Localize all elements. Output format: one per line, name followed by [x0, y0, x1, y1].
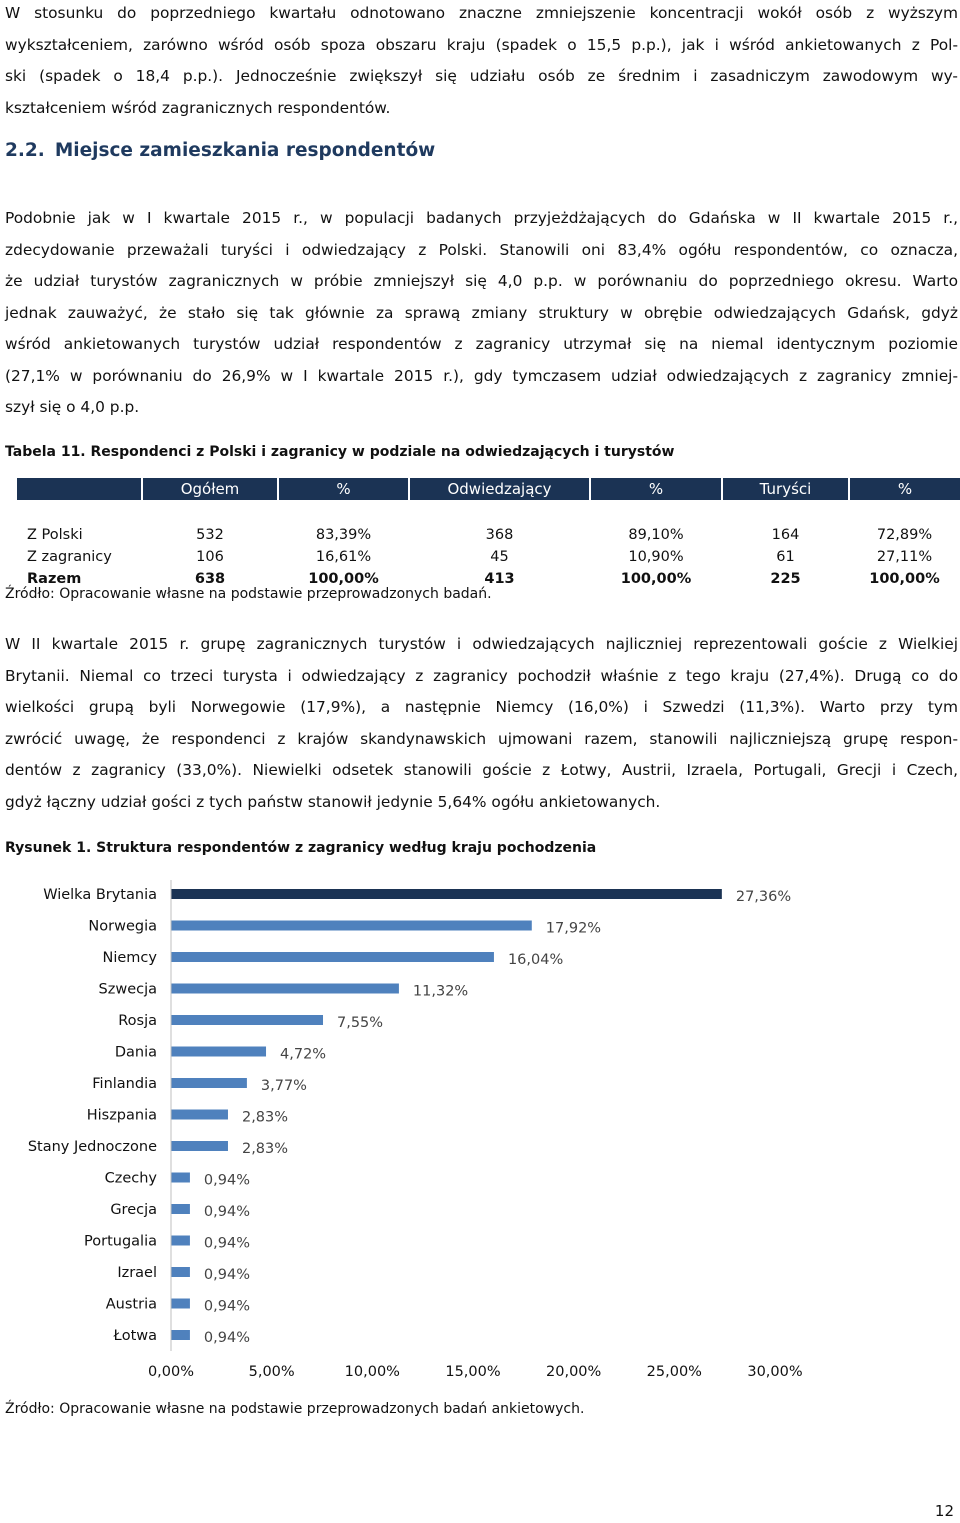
- data-label: 11,32%: [412, 983, 469, 1000]
- category-label: Portugalia: [84, 1233, 157, 1250]
- table-cell: Z zagranicy: [27, 549, 112, 565]
- data-label: 0,94%: [203, 1235, 251, 1252]
- table-cell: Razem: [27, 571, 82, 587]
- bar: [171, 1047, 266, 1057]
- table-cell: 532: [196, 527, 224, 543]
- figure-caption: Rysunek 1. Struktura respondentów z zagranicy według kraju pochodzenia: [5, 840, 597, 856]
- data-label: 4,72%: [280, 1046, 327, 1063]
- table-header-cell: %: [849, 478, 960, 500]
- category-label: Norwegia: [88, 918, 157, 935]
- para2-line: (27,1% w porównaniu do 26,9% w I kwartale 2015 r.), gdy tymczasem udział odwiedzających z zagranicy zmniej-: [5, 366, 958, 385]
- category-label: Szwecja: [98, 981, 157, 998]
- bar: [171, 1330, 190, 1340]
- bar: [171, 921, 532, 931]
- bar: [171, 1141, 228, 1151]
- category-label: Finlandia: [92, 1076, 157, 1092]
- x-tick-label: 5,00%: [248, 1364, 295, 1380]
- bar: [171, 1015, 323, 1025]
- table-header-cell: Odwiedzający: [409, 478, 590, 500]
- bar: [171, 952, 494, 962]
- table-cell: 225: [770, 571, 801, 587]
- bar: [171, 1267, 190, 1277]
- data-label: 0,94%: [203, 1330, 251, 1346]
- x-tick-label: 30,00%: [747, 1364, 803, 1380]
- figure-source: Źródło: Opracowanie własne na podstawie przeprowadzonych badań ankietowych.: [5, 1401, 585, 1417]
- respondents-table: [17, 478, 960, 590]
- bar: [171, 1204, 190, 1214]
- table-cell: 72,89%: [876, 527, 933, 543]
- data-label: 3,77%: [260, 1078, 307, 1094]
- table-cell: 638: [194, 571, 226, 587]
- table-header-cell: Ogółem: [142, 478, 278, 500]
- country-bar-chart: [0, 870, 960, 1390]
- para3-line: zwrócić uwagę, że respondenci z krajów skandynawskich ujmowani razem, stanowili najliczniejszą grupę respon-: [5, 729, 958, 748]
- bar: [171, 1078, 247, 1088]
- intro-line: wykształceniem, zarówno wśród osób spoza obszaru kraju (spadek o 15,5 p.p.), jak i wśród ankietowanych z Pol-: [5, 35, 958, 54]
- x-tick-label: 15,00%: [445, 1364, 501, 1380]
- para2-line: że udział turystów zagranicznych w próbie zmniejszył się 4,0 p.p. w porównaniu do poprzedniego okresu. Warto: [5, 272, 958, 290]
- section-heading: [5, 140, 435, 161]
- table-row: [17, 546, 960, 568]
- bar: [171, 1110, 228, 1120]
- table-header-cell: %: [278, 478, 409, 500]
- section-title: Miejsce zamieszkania respondentów: [54, 140, 436, 161]
- para3-line: Brytanii. Niemal co trzeci turysta i odwiedzający z zagranicy pochodził właśnie z tego kraju (27,4%). Drugą co do: [5, 666, 958, 685]
- bar: [171, 889, 722, 899]
- table-cell: 100,00%: [308, 571, 379, 587]
- bar: [171, 1236, 190, 1246]
- category-label: Czechy: [104, 1170, 157, 1187]
- para2-line: wśród ankietowanych turystów udział respondentów z zagranicy utrzymał się na niemal identycznym poziomie: [5, 335, 958, 353]
- data-label: 0,94%: [203, 1267, 251, 1283]
- data-label: 17,92%: [545, 920, 602, 937]
- x-tick-label: 20,00%: [546, 1364, 602, 1380]
- data-label: 16,04%: [507, 952, 564, 968]
- table-cell: 61: [776, 549, 795, 565]
- table-cell: 27,11%: [876, 549, 933, 565]
- table-caption: Tabela 11. Respondenci z Polski i zagranicy w podziale na odwiedzających i turystów: [5, 444, 675, 460]
- category-label: Stany Jednoczone: [27, 1139, 157, 1155]
- para2-line: jednak zauważyć, że stało się tak głównie za sprawą zmiany struktury w obrębie odwiedzających Gdańsk, gdyż: [5, 303, 958, 322]
- table-cell: 89,10%: [628, 527, 684, 543]
- table-cell: 368: [485, 527, 514, 543]
- data-label: 0,94%: [203, 1298, 251, 1315]
- para3-line: wielkości grupą byli Norwegowie (17,9%), a następnie Niemcy (16,0%) i Szwedzi (11,3%). Warto przy tym: [5, 698, 958, 716]
- table-header-cell: %: [590, 478, 722, 500]
- table-row: [17, 524, 960, 546]
- intro-line: kształceniem wśród zagranicznych respondentów.: [5, 98, 391, 117]
- table-cell: 100,00%: [869, 571, 940, 587]
- intro-line: W stosunku do poprzedniego kwartału odnotowano znaczne zmniejszenie koncentracji wokół osób z wyższym: [5, 4, 958, 22]
- table-cell: Z Polski: [27, 527, 83, 543]
- table-cell: 100,00%: [620, 571, 692, 587]
- x-tick-label: 0,00%: [147, 1364, 195, 1380]
- body-paragraph-2: [5, 203, 958, 424]
- data-label: 2,83%: [241, 1109, 289, 1126]
- data-label: 27,36%: [735, 889, 792, 905]
- data-label: 2,83%: [241, 1141, 289, 1157]
- category-label: Łotwa: [113, 1328, 157, 1344]
- bar: [171, 1299, 190, 1309]
- bar: [171, 984, 399, 994]
- table-header-cell: [17, 478, 142, 500]
- intro-line: ski (spadek o 18,4 p.p.). Jednocześnie zwiększył się udziału osób ze średnim i zasadniczym zawodowym wy-: [5, 67, 958, 85]
- para3-line: dentów z zagranicy (33,0%). Niewielki odsetek stanowili goście z Łotwy, Austrii, Izraela, Portugali, Grecji i Czech,: [5, 761, 958, 779]
- body-paragraph-3: [5, 629, 958, 818]
- x-tick-label: 25,00%: [646, 1364, 702, 1380]
- para3-line: W II kwartale 2015 r. grupę zagranicznych turystów i odwiedzających najliczniej reprezentowali goście z Wielkiej: [5, 635, 958, 653]
- data-label: 0,94%: [203, 1204, 251, 1220]
- table-cell: 413: [484, 571, 515, 587]
- table-spacer: [17, 500, 960, 524]
- table-header-row: [17, 478, 960, 500]
- category-label: Grecja: [110, 1202, 157, 1218]
- bar: [171, 1173, 190, 1183]
- para2-line: szył się o 4,0 p.p.: [5, 398, 140, 416]
- data-label: 0,94%: [203, 1172, 251, 1189]
- table-source: Źródło: Opracowanie własne na podstawie przeprowadzonych badań.: [5, 586, 492, 602]
- page-number: 12: [934, 1502, 954, 1520]
- para2-line: zdecydowanie przeważali turyści i odwiedzający z Polski. Stanowili oni 83,4% ogółu respondentów, co oznacza,: [5, 240, 958, 259]
- para2-line: Podobnie jak w I kwartale 2015 r., w populacji badanych przyjeżdżających do Gdańska w II kwartale 2015 r.,: [5, 209, 958, 227]
- table-cell: 45: [490, 549, 509, 565]
- category-label: Rosja: [118, 1013, 157, 1029]
- category-label: Austria: [105, 1296, 157, 1313]
- category-label: Wielka Brytania: [43, 887, 157, 903]
- table-cell: 106: [196, 549, 224, 565]
- x-tick-label: 10,00%: [344, 1364, 400, 1380]
- table-header-cell: Turyści: [722, 478, 849, 500]
- para3-line: gdyż łączny udział gości z tych państw stanowił jedynie 5,64% ogółu ankietowanych.: [5, 792, 661, 811]
- intro-paragraph: [5, 0, 958, 124]
- data-label: 7,55%: [337, 1015, 384, 1031]
- table-cell: 10,90%: [628, 549, 684, 565]
- category-label: Hiszpania: [86, 1107, 157, 1124]
- category-label: Dania: [114, 1044, 157, 1061]
- table-cell: 16,61%: [315, 549, 372, 565]
- table-cell: 83,39%: [315, 527, 372, 543]
- section-number: 2.2.: [5, 140, 45, 161]
- category-label: Niemcy: [102, 950, 157, 966]
- category-label: Izrael: [117, 1265, 157, 1281]
- table-cell: 164: [771, 527, 800, 543]
